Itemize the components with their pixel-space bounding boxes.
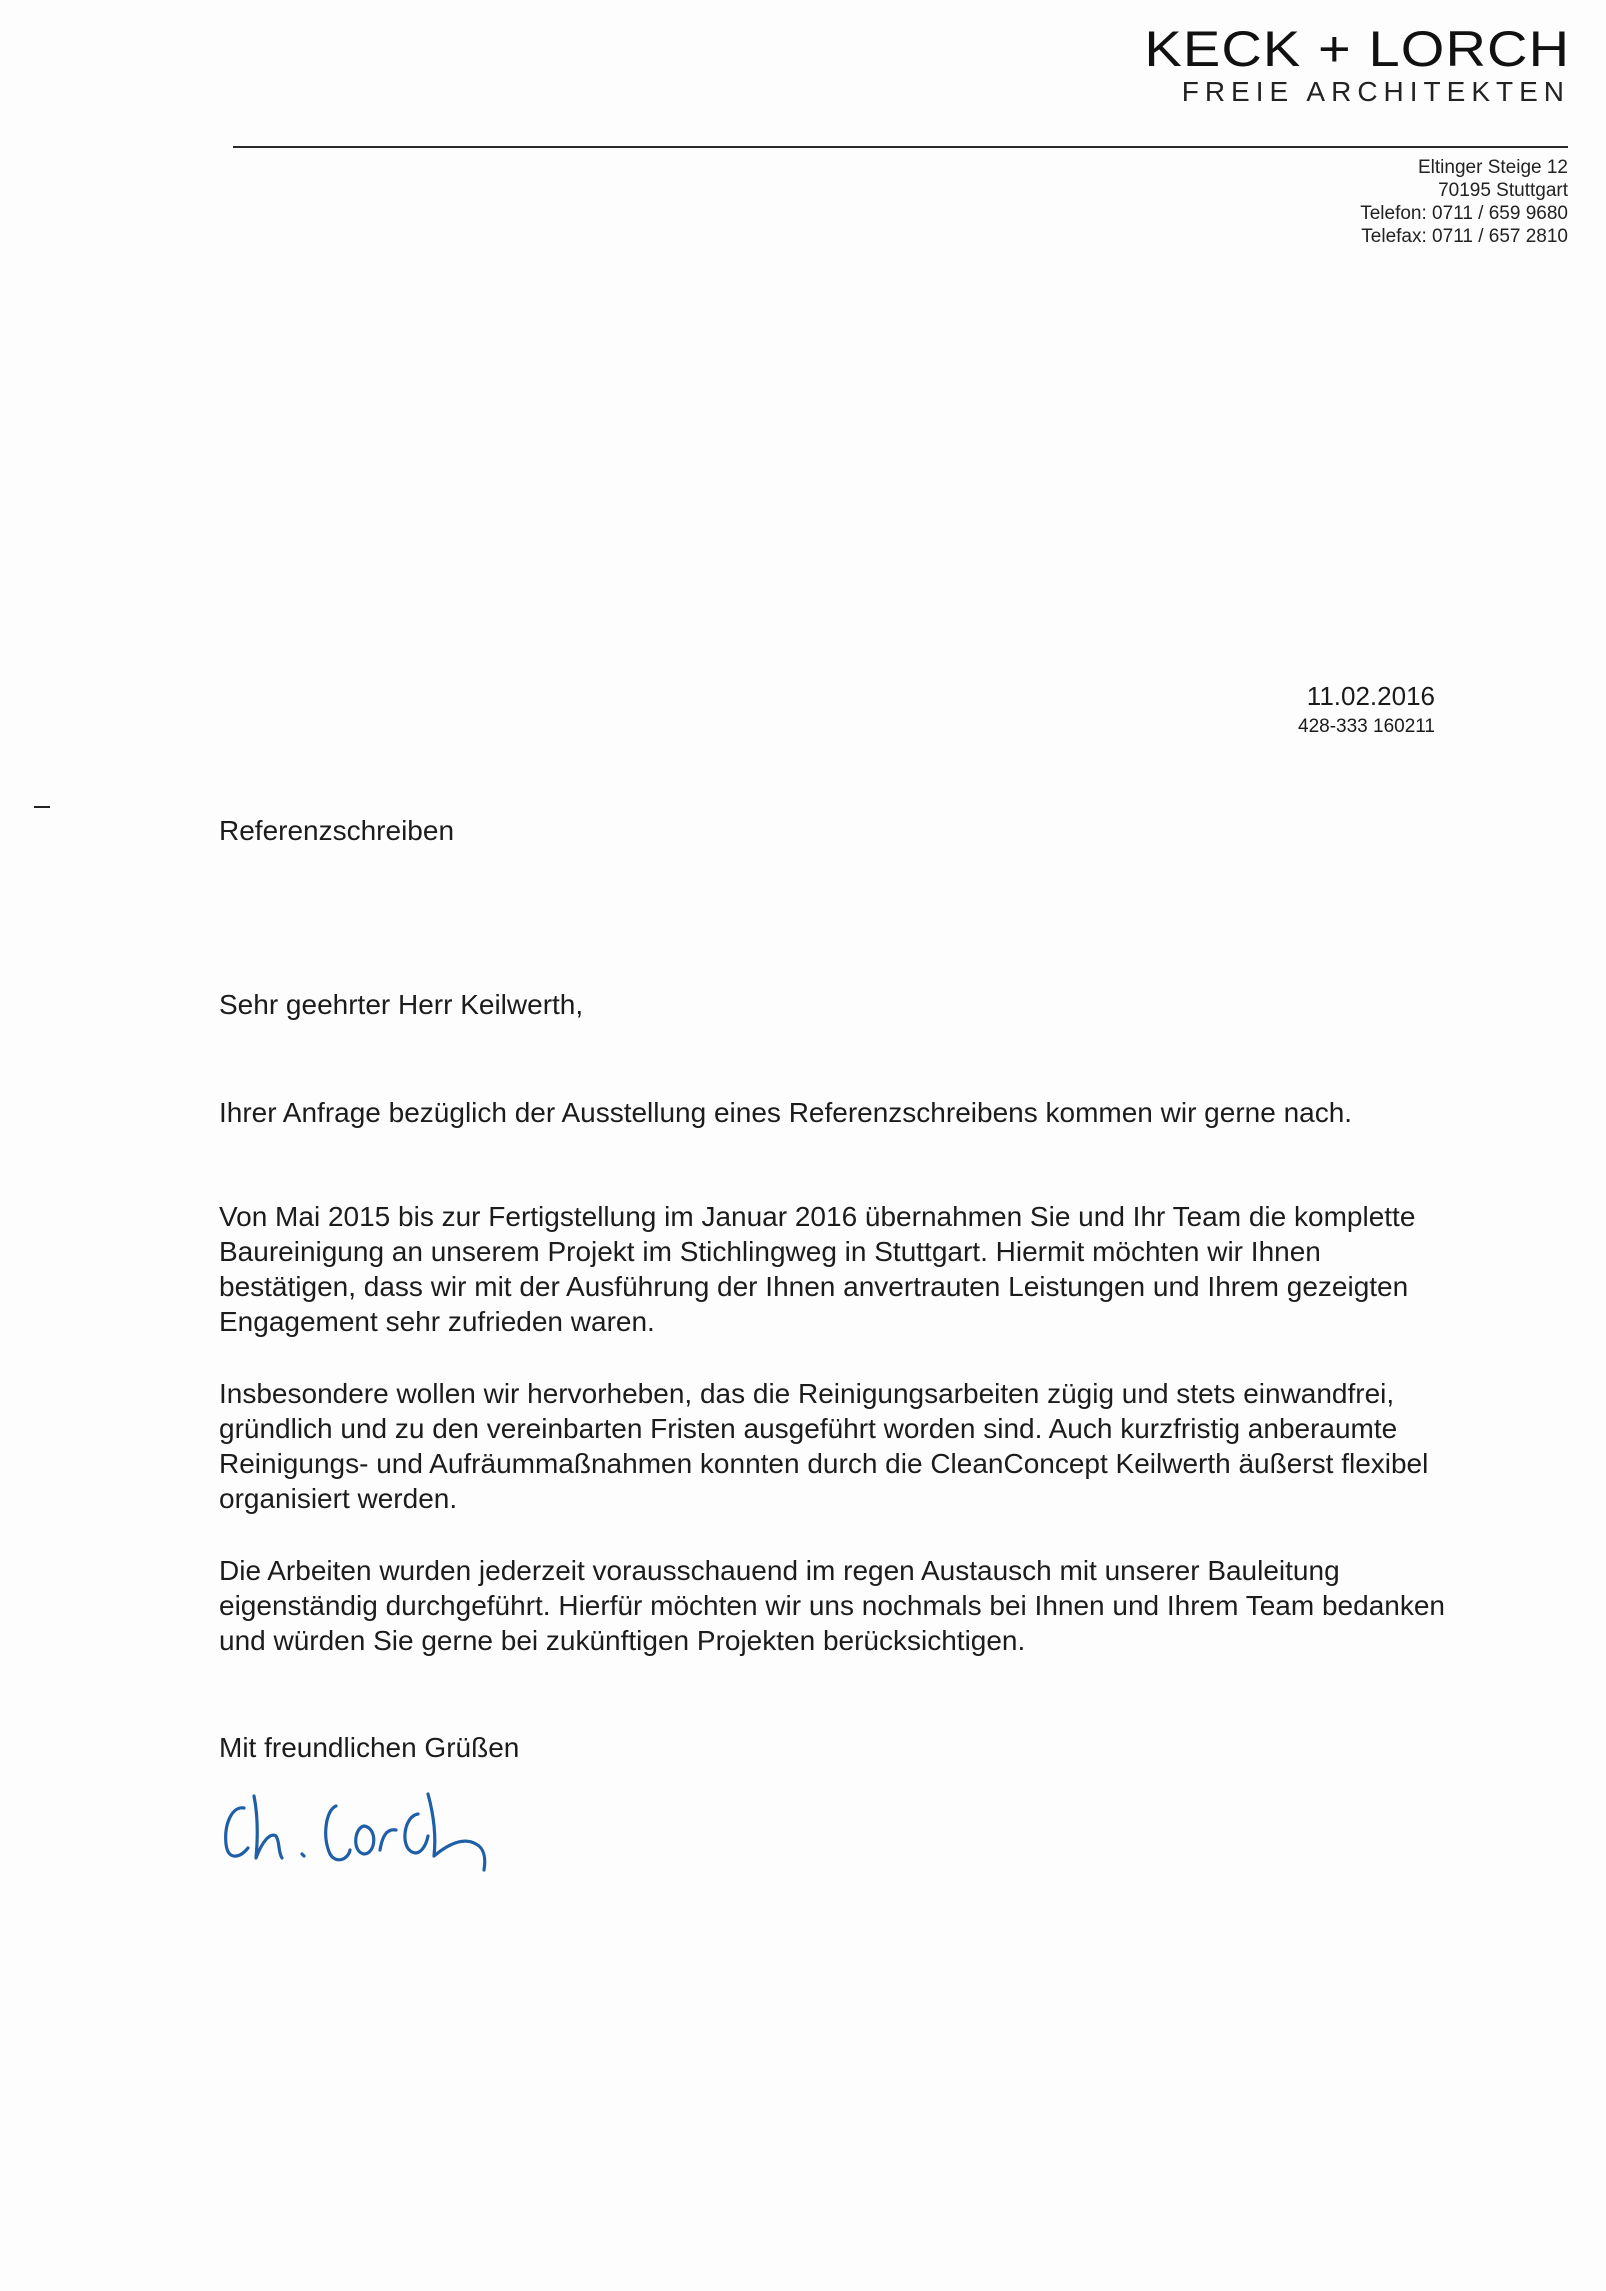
sender-address — [1360, 156, 1568, 248]
paragraph-2: Von Mai 2015 bis zur Fertigstellung im Januar 2016 übernahmen Sie und Ihr Team die komplette Baureinigung an unserem Projekt im Stichlingweg in Stuttgart. Hiermit möchten wir Ihnen bestätigen, dass wir mit der Ausführung der Ihnen anvertrauten Leistungen und Ihrem gezeigten Engagement sehr zufrieden waren. — [219, 1201, 1416, 1337]
address-city: 70195 Stuttgart — [1438, 180, 1568, 201]
paragraph-4: Die Arbeiten wurden jederzeit vorausschauend im regen Austausch mit unserer Bauleitung eigenständig durchgeführt. Hierfür möchten wir uns nochmals bei Ihnen und Ihrem Team bedanken und würden Sie gerne bei zukünftigen Projekten berücksichtigen. — [219, 1555, 1445, 1656]
letter-date: 11.02.2016 — [1306, 681, 1435, 711]
letter-subject: Referenzschreiben — [219, 815, 455, 846]
paragraph-3: Insbesondere wollen wir hervorheben, das die Reinigungsarbeiten zügig und stets einwandfrei, gründlich und zu den vereinbarten Fristen ausgeführt worden sind. Auch kurzfristig anberaumte Reinigungs- und Aufräummaßnahmen konnten durch die CleanConcept Keilwerth äußerst flexibel organisiert werden. — [219, 1378, 1429, 1514]
salutation: Sehr geehrter Herr Keilwerth, — [219, 989, 584, 1020]
address-street: Eltinger Steige 12 — [1418, 157, 1568, 178]
address-phone: Telefon: 0711 / 659 9680 — [1360, 203, 1568, 224]
paragraph-1: Ihrer Anfrage bezüglich der Ausstellung eines Referenzschreibens kommen wir gerne nach. — [219, 1097, 1353, 1128]
fold-mark — [34, 806, 50, 808]
handwritten-signature — [214, 1766, 504, 1876]
closing-line: Mit freundlichen Grüßen — [219, 1732, 520, 1763]
header-divider — [233, 146, 1568, 148]
address-fax: Telefax: 0711 / 657 2810 — [1361, 226, 1568, 247]
company-name: KECK + LORCH — [1144, 21, 1570, 77]
company-subtitle: FREIE ARCHITEKTEN — [1181, 76, 1570, 107]
reference-number: 428-333 160211 — [1298, 716, 1435, 737]
